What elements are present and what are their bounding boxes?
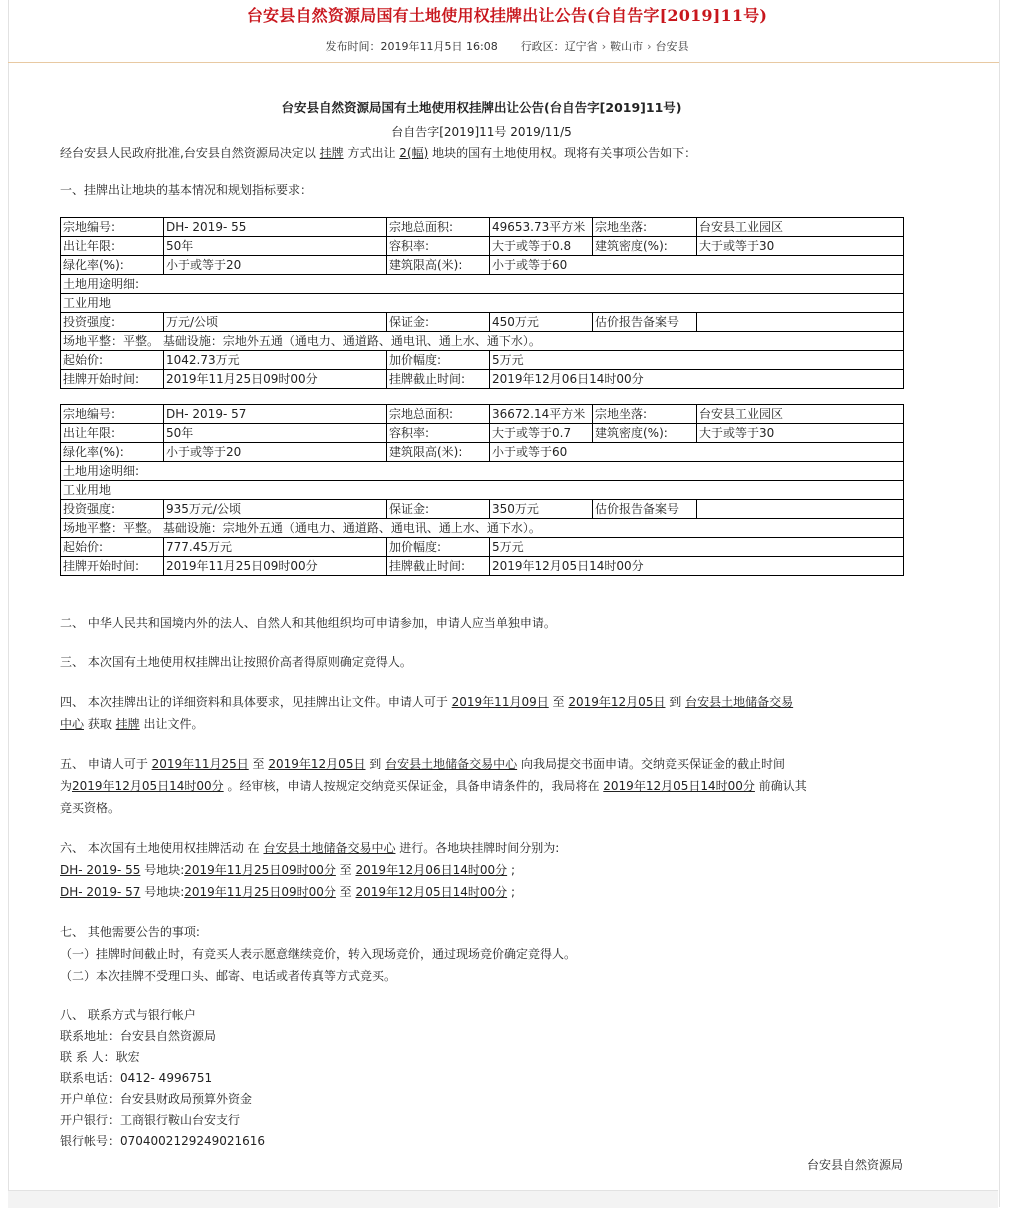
- section-1-heading: 一、挂牌出让地块的基本情况和规划指标要求：: [60, 183, 313, 197]
- region-label: 行政区：: [520, 40, 565, 53]
- section-6: 六、 本次国有土地使用权挂牌活动 在 台安县土地储备交易中心 进行。各地块挂牌时间分别为: DH- 2019- 55 号地块:2019年11月25日09时00分 至 2019年12月06日14时00分 ; DH- 2019- 57 号地块:2019年11月25日09时00分 至 2019年12月05日14时00分 ;: [60, 837, 903, 903]
- table-row: 土地用途明细:: [61, 275, 904, 294]
- method-text: 挂牌: [319, 146, 344, 160]
- table-row: 场地平整：平整。 基础设施：宗地外五通（通电力、通道路、通电讯、通上水、通下水）。: [61, 519, 904, 538]
- signature: 台安县自然资源局: [806, 1158, 903, 1172]
- table-row: 土地用途明细:: [61, 462, 904, 481]
- table-row: 挂牌开始时间: 2019年11月25日09时00分 挂牌截止时间: 2019年12月05日14时00分: [61, 557, 904, 576]
- region-link-province[interactable]: 辽宁省: [564, 40, 598, 53]
- article-subtitle: 台自告字[2019]11号 2019/11/5: [391, 125, 572, 139]
- section-7: 七、 其他需要公告的事项: （一）挂牌时间截止时，有竞买人表示愿意继续竞价，转入现场竞价，通过现场竞价确定竞得人。 （二）本次挂牌不受理口头、邮寄、电话或者传真等方式竞买。: [60, 925, 577, 983]
- intro-paragraph: 经台安县人民政府批准,台安县自然资源局决定以 挂牌 方式出让 2(幅) 地块的国有土地使用权。现将有关事项公告如下：: [60, 146, 697, 160]
- article-body: [60, 95, 903, 1174]
- table-row: 出让年限: 50年 容积率: 大于或等于0.8 建筑密度(%): 大于或等于30: [61, 237, 904, 256]
- plot-table-2: [60, 404, 904, 576]
- meta-bar: [0, 38, 1014, 54]
- section-4: 四、 本次挂牌出让的详细资料和具体要求，见挂牌出让文件。申请人可于 2019年11月09日 至 2019年12月05日 到 台安县土地储备交易 中心 获取 挂牌 出让文件。: [60, 695, 794, 731]
- publish-time: 2019年11月5日 16:08: [380, 40, 498, 53]
- list-item: DH- 2019- 55 号地块:2019年11月25日09时00分 至 2019年12月06日14时00分 ;: [60, 863, 515, 877]
- table-row: 起始价: 1042.73万元 加价幅度: 5万元: [61, 351, 904, 370]
- header-divider: [8, 62, 999, 63]
- page-title: 台安县自然资源局国有土地使用权挂牌出让公告(台自告字[2019]11号): [246, 6, 768, 25]
- chevron-right-icon: ›: [601, 40, 607, 53]
- region-link-city[interactable]: 鞍山市: [610, 40, 644, 53]
- section-8: 八、 联系方式与银行帐户 联系地址：台安县自然资源局 联 系 人：耿宏 联系电话：0412- 4996751 开户单位：台安县财政局预算外资金 开户银行：工商银行鞍山台安支行 银行帐号：0704002129249021616: [60, 1008, 266, 1148]
- table-row: 挂牌开始时间: 2019年11月25日09时00分 挂牌截止时间: 2019年12月06日14时00分: [61, 370, 904, 389]
- table-row: 投资强度: 万元/公顷 保证金: 450万元 估价报告备案号: [61, 313, 904, 332]
- table-row: 宗地编号: DH- 2019- 55 宗地总面积: 49653.73平方米 宗地坐落: 台安县工业园区: [61, 218, 904, 237]
- plot-count: 2(幅): [399, 146, 429, 160]
- table-row: 绿化率(%): 小于或等于20 建筑限高(米): 小于或等于60: [61, 443, 904, 462]
- horizontal-scrollbar-track[interactable]: [8, 1190, 998, 1208]
- publish-label: 发布时间：: [325, 40, 381, 53]
- section-5: 五、 申请人可于 2019年11月25日 至 2019年12月05日 到 台安县土地储备交易中心 向我局提交书面申请。交纳竞买保证金的截止时间 为2019年12月05日14时00分 。经审核，申请人按规定交纳竞买保证金，具备申请条件的，我局将在 2019年12月05日14时00分 前确认其 竞买资格。: [60, 757, 807, 815]
- region-link-county[interactable]: 台安县: [655, 40, 689, 53]
- table-row: 工业用地: [61, 481, 904, 500]
- section-2: 二、 中华人民共和国境内外的法人、自然人和其他组织均可申请参加，申请人应当单独申请。: [60, 616, 556, 630]
- table-row: 出让年限: 50年 容积率: 大于或等于0.7 建筑密度(%): 大于或等于30: [61, 424, 904, 443]
- table-row: 宗地编号: DH- 2019- 57 宗地总面积: 36672.14平方米 宗地坐落: 台安县工业园区: [61, 405, 904, 424]
- list-item: DH- 2019- 57 号地块:2019年11月25日09时00分 至 2019年12月05日14时00分 ;: [60, 885, 515, 899]
- article-title: 台安县自然资源局国有土地使用权挂牌出让公告(台自告字[2019]11号): [281, 100, 682, 115]
- plot-table-1: [60, 217, 904, 389]
- table-row: 绿化率(%): 小于或等于20 建筑限高(米): 小于或等于60: [61, 256, 904, 275]
- table-row: 起始价: 777.45万元 加价幅度: 5万元: [61, 538, 904, 557]
- section-3: 三、 本次国有土地使用权挂牌出让按照价高者得原则确定竞得人。: [60, 655, 412, 669]
- table-row: 场地平整：平整。 基础设施：宗地外五通（通电力、通道路、通电讯、通上水、通下水）。: [61, 332, 904, 351]
- table-row: 工业用地: [61, 294, 904, 313]
- chevron-right-icon: ›: [647, 40, 652, 53]
- table-row: 投资强度: 935万元/公顷 保证金: 350万元 估价报告备案号: [61, 500, 904, 519]
